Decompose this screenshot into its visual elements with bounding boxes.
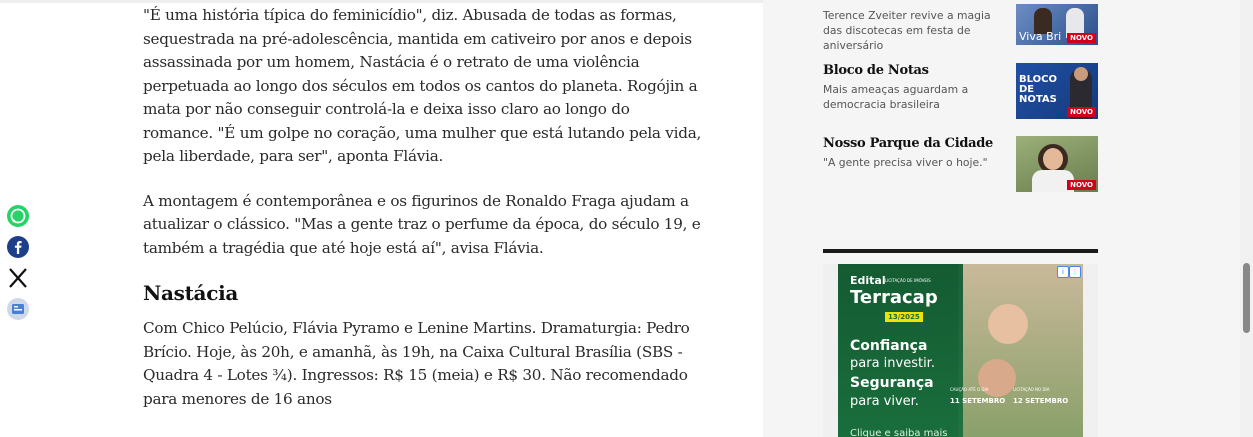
article-body bbox=[143, 4, 703, 432]
thumbnail-caption: Viva Bri bbox=[1019, 30, 1062, 43]
related-card-desc: Terence Zveiter revive a magia das discotecas em festa de aniversário bbox=[823, 9, 991, 52]
ad-info-icon[interactable]: i bbox=[1057, 266, 1069, 278]
advertisement[interactable] bbox=[823, 264, 1098, 437]
thumbnail-caption: BLOCO DE NOTAS bbox=[1019, 74, 1057, 105]
related-card-thumbnail[interactable] bbox=[1016, 4, 1098, 45]
related-card[interactable] bbox=[823, 136, 1098, 194]
ad-line: Confiança bbox=[850, 338, 928, 354]
new-badge: NOVO bbox=[1067, 180, 1096, 190]
article-paragraph: A montagem é contemporânea e os figurinos de Ronaldo Fraga ajudam a atualizar o clássico. "Mas a gente traz o perfume da época, do século 19, e também a tragédia que até hoje está aí", avisa Flávia. bbox=[143, 191, 701, 257]
ad-brand: Terracap bbox=[850, 287, 938, 308]
related-card-thumbnail[interactable] bbox=[1016, 63, 1098, 119]
scrollbar[interactable] bbox=[1240, 0, 1253, 437]
article-paragraph: "É uma história típica do feminicídio", diz. Abusada de todas as formas, sequestrada na pré-adolescência, mantida em cativeiro por anos e depois assassinada por um homem, Nastácia é o retrato de uma violência perpetuada ao longo dos séculos em todos os cantos do planeta. Rogójin a mata por não conseguir controlá-la e deixa isso claro ao longo do romance. "É um golpe no coração, uma mulher que está lutando pela vida, pela liberdade, para ser", aponta Flávia. bbox=[143, 6, 702, 165]
new-badge: NOVO bbox=[1067, 107, 1096, 117]
ad-line: para viver. bbox=[850, 394, 919, 409]
related-card-desc: Mais ameaças aguardam a democracia brasileira bbox=[823, 83, 969, 111]
related-card[interactable] bbox=[823, 63, 1098, 121]
ad-date: 12 SETEMBRO bbox=[1013, 397, 1069, 405]
ad-cta[interactable]: Clique e saiba mais bbox=[850, 428, 948, 437]
facebook-icon[interactable] bbox=[6, 235, 30, 259]
related-card[interactable] bbox=[823, 8, 1098, 66]
article-paragraph: Com Chico Pelúcio, Flávia Pyramo e Lenine Martins. Dramaturgia: Pedro Brício. Hoje, às 20h, e amanhã, às 19h, na Caixa Cultural Brasília (SBS - Quadra 4 - Lotes ¾). Ingressos: R$ 15 (meia) e R$ 30. Não recomendado para menores de 16 anos bbox=[143, 319, 690, 408]
section-heading: Nastácia bbox=[143, 281, 239, 305]
sidebar bbox=[763, 0, 1240, 437]
share-bar bbox=[6, 204, 32, 328]
related-card-desc: "A gente precisa viver o hoje." bbox=[823, 156, 988, 169]
ad-edital: Edital bbox=[850, 274, 886, 287]
ad-menu-icon[interactable]: ⋮ bbox=[1069, 266, 1081, 278]
ad-line: Segurança bbox=[850, 375, 934, 391]
ad-date-label: CAUÇÃO ATÉ O DIA bbox=[950, 387, 989, 392]
whatsapp-icon[interactable] bbox=[6, 204, 30, 228]
related-card-title[interactable]: Bloco de Notas bbox=[823, 63, 929, 78]
person-head bbox=[1074, 67, 1088, 81]
ad-date: 11 SETEMBRO bbox=[950, 397, 1006, 405]
ad-photo bbox=[958, 264, 1083, 437]
ad-banner[interactable] bbox=[838, 264, 1083, 437]
ad-photo-child bbox=[988, 304, 1028, 344]
scrollbar-thumb[interactable] bbox=[1243, 263, 1250, 333]
ad-number: 13/2025 bbox=[885, 312, 923, 322]
new-badge: NOVO bbox=[1067, 33, 1096, 43]
ad-date-label: LICITAÇÃO NO DIA bbox=[1013, 387, 1050, 392]
ad-line: para investir. bbox=[850, 356, 935, 371]
ad-licitacao: LICITAÇÃO DE IMÓVEIS bbox=[885, 278, 931, 283]
related-card-title[interactable]: Nosso Parque da Cidade bbox=[823, 136, 994, 151]
person-head bbox=[1043, 148, 1063, 170]
x-icon[interactable] bbox=[6, 266, 30, 290]
related-card-thumbnail[interactable] bbox=[1016, 136, 1098, 192]
section-divider bbox=[823, 249, 1098, 253]
google-news-icon[interactable] bbox=[6, 297, 30, 321]
